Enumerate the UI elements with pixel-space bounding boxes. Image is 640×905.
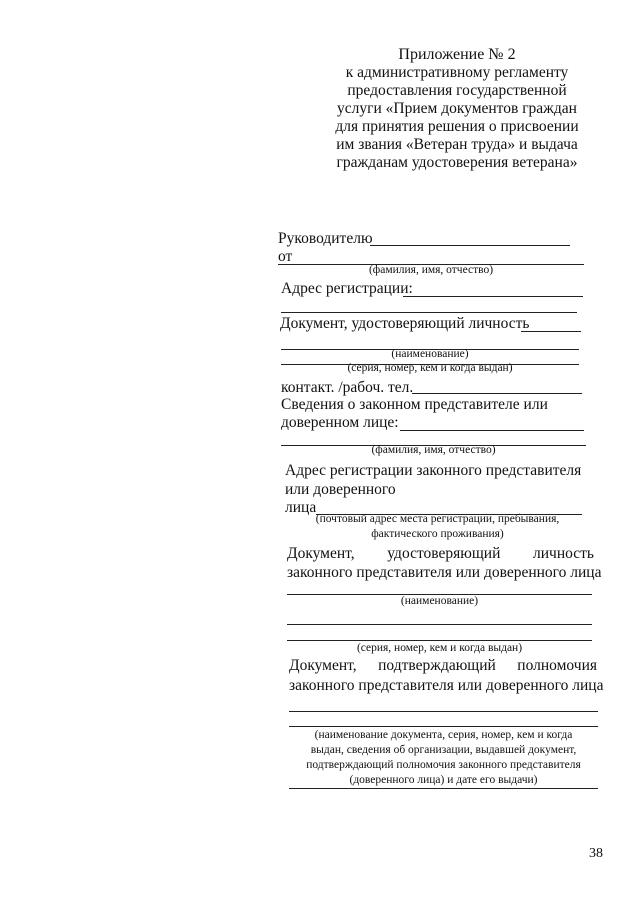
fio-caption-2: (фамилия, имя, отчество) [371,444,496,456]
auth-word: полномочия [517,657,597,674]
name-caption: (наименование) [391,348,469,360]
auth-word: Документ, [289,657,357,674]
to-head-label: Руководителю [278,230,373,247]
postal-caption: (почтовый адрес места регистрации, пребывания, [315,513,560,525]
phone-label: контакт. /рабоч. тел. [281,379,414,396]
reg-address-field-2[interactable] [281,312,577,313]
rep-info-label: Сведения о законном представителе или [281,396,548,413]
appendix-line: предоставления государственной [347,82,567,99]
auth-caption: (наименование документа, серия, номер, кем и когда [314,729,573,741]
appendix-title: Приложение № 2 [398,46,516,63]
rep-id-word: Документ, [287,545,355,562]
auth-row [289,657,597,675]
reg-address-field[interactable] [403,296,583,297]
appendix-line: для принятия решения о присвоении [335,118,579,135]
auth-caption-4: (доверенного лица) и дате его выдачи) [349,774,538,786]
auth-field-3[interactable] [289,788,598,789]
rep-id-field-3[interactable] [287,640,592,641]
auth-caption-2: выдан, сведения об организации, выдавшей документ, [310,744,577,756]
rep-id-row [287,545,594,563]
auth-caption-3: подтверждающий полномочия законного представителя [306,759,581,771]
rep-id-word: удостоверяющий [387,545,501,562]
rep-info-field[interactable] [400,430,584,431]
rep-info-label-2: доверенном лице: [281,414,399,431]
postal-caption-2: фактического проживания) [371,528,504,540]
to-head-field[interactable] [370,245,570,246]
rep-address-label-2: или доверенного [285,481,396,498]
series-caption-2: (серия, номер, кем и когда выдан) [356,642,523,654]
auth-field-2[interactable] [289,726,598,727]
rep-id-field-2[interactable] [287,624,592,625]
auth-word: подтверждающий [378,657,496,674]
auth-label-2: законного представителя или доверенного лица [289,677,604,694]
phone-field[interactable] [412,393,582,394]
page-number: 38 [589,846,603,861]
appendix-line: услуги «Прием документов граждан [337,100,577,117]
appendix-line: им звания «Ветеран труда» и выдача [336,136,578,153]
name-caption-2: (наименование) [400,595,479,607]
appendix-line: гражданам удостоверения ветерана» [336,154,578,171]
appendix-header [322,46,592,172]
rep-address-label-3: лица [285,499,317,516]
rep-id-word: личность [533,545,594,562]
rep-address-label: Адрес регистрации законного представителя [285,462,582,479]
fio-caption: (фамилия, имя, отчество) [368,264,494,276]
id-doc-label: Документ, удостоверяющий личность [280,315,530,332]
from-label: от [278,248,293,265]
auth-field[interactable] [289,711,598,712]
appendix-line: к административному регламенту [345,64,569,81]
series-caption: (серия, номер, кем и когда выдан) [347,362,513,374]
reg-address-label: Адрес регистрации: [281,280,413,297]
rep-id-label-2: законного представителя или доверенного лица [287,564,602,581]
id-doc-field[interactable] [521,331,581,332]
